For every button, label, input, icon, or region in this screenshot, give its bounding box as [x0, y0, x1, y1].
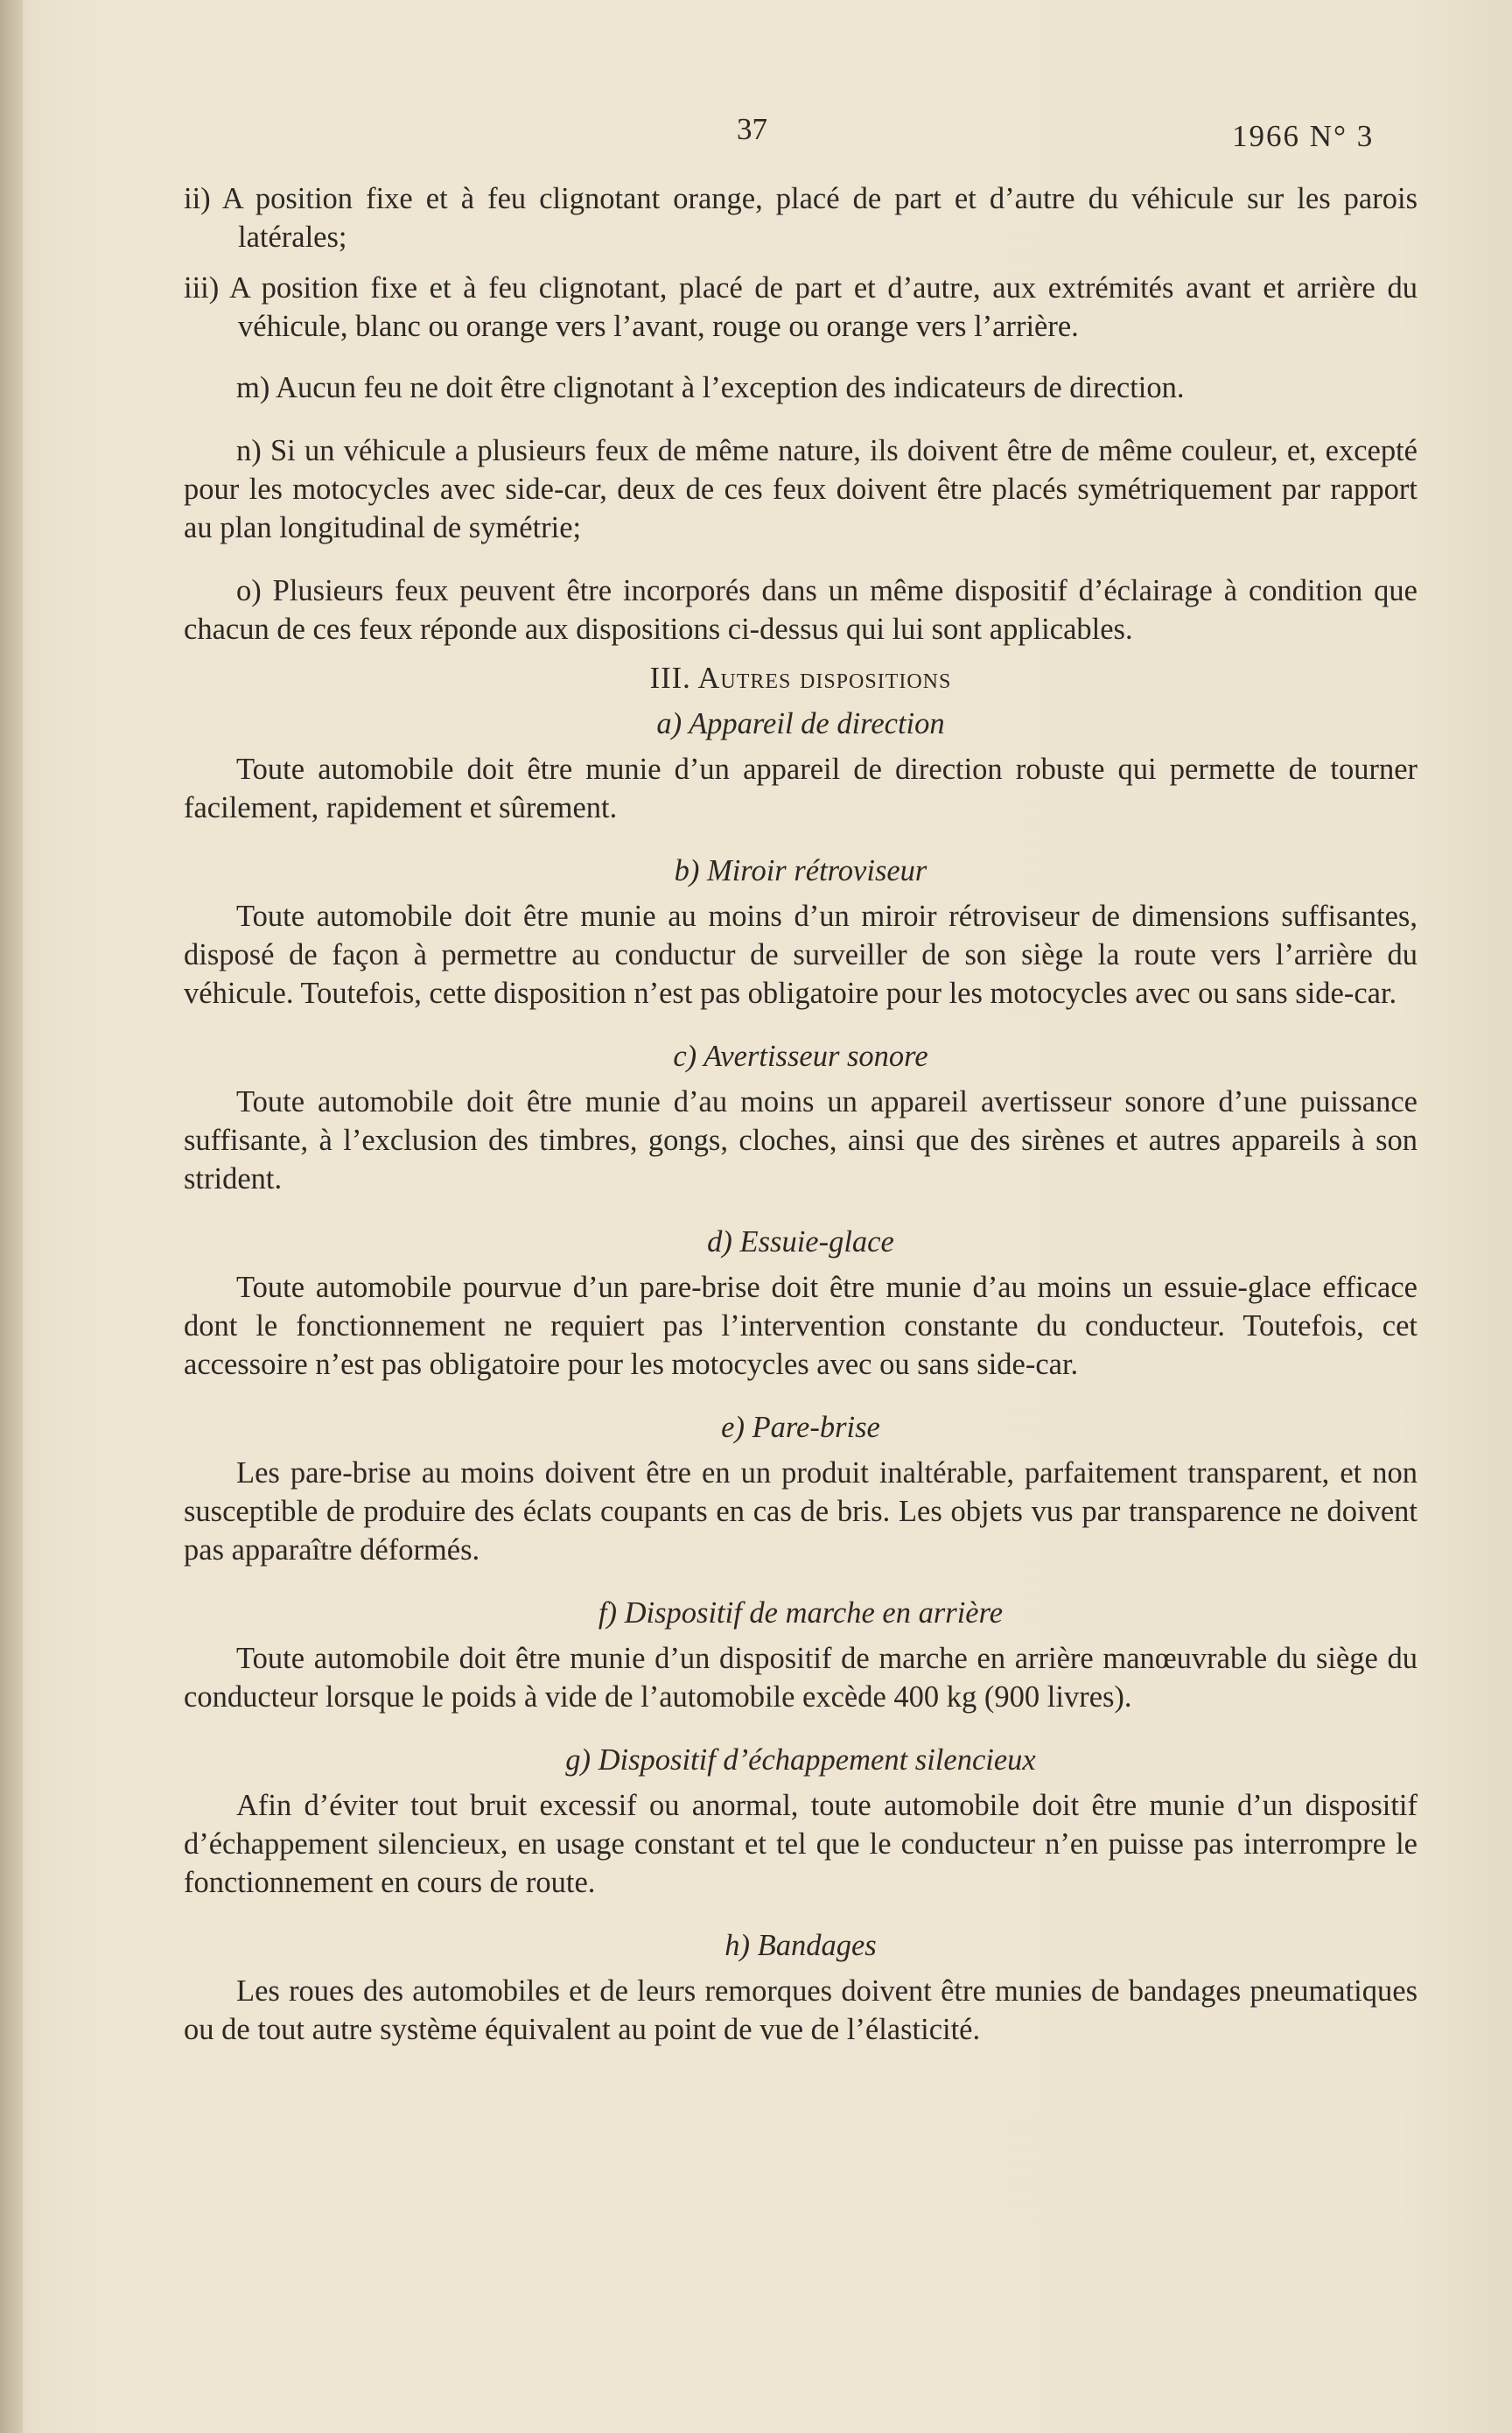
- subsection-text: Les pare-brise au moins doivent être en un produit inaltérable, parfaitement transparent, et non susceptible de produire des éclats coupants en cas de bris. Les objets vus par transparence ne doivent pas apparaître déformés.: [184, 1456, 1418, 1567]
- section-title: III. Autres dispositions: [649, 662, 952, 695]
- issue-number: 1966 N° 3: [1232, 119, 1375, 153]
- subsection-text: Les roues des automobiles et de leurs remorques doivent être munies de bandages pneumatiques ou de tout autre système équivalent au point de vue de l’élasticité.: [184, 1974, 1418, 2046]
- subsection-heading: d) Essuie-glace: [707, 1225, 894, 1259]
- page-header: [0, 112, 1512, 156]
- list-item: ii) A position fixe et à feu clignotant orange, placé de part et d’autre du véhicule sur les parois latérales;: [184, 182, 1418, 254]
- subsection-text: Toute automobile pourvue d’un pare-brise doit être munie d’au moins un essuie-glace efficace dont le fonctionnement ne requiert pas l’intervention constante du conducteur. Toutefois, cet accessoire n’est pas obligatoire pour les motocycles avec ou sans side-car.: [184, 1271, 1418, 1381]
- page-number: 37: [737, 112, 767, 146]
- subsection-heading: e) Pare-brise: [721, 1411, 880, 1444]
- subsection-heading: f) Dispositif de marche en arrière: [598, 1596, 1004, 1630]
- subsection-heading: b) Miroir rétroviseur: [674, 854, 928, 887]
- subsection-text: Toute automobile doit être munie d’un dispositif de marche en arrière manœuvrable du siège du conducteur lorsque le poids à vide de l’automobile excède 400 kg (900 livres).: [184, 1642, 1418, 1714]
- paragraph: o) Plusieurs feux peuvent être incorporés dans un même dispositif d’éclairage à condition que chacun de ces feux réponde aux dispositions ci-dessus qui lui sont applicables.: [184, 574, 1418, 646]
- paragraph: n) Si un véhicule a plusieurs feux de même nature, ils doivent être de même couleur, et, excepté pour les motocycles avec side-car, deux de ces feux doivent être placés symétriquement par rapport au plan longitudinal de symétrie;: [184, 434, 1418, 544]
- subsection-heading: h) Bandages: [724, 1929, 877, 1962]
- subsection-text: Toute automobile doit être munie d’un appareil de direction robuste qui permette de tourner facilement, rapidement et sûrement.: [184, 753, 1418, 824]
- paragraph: m) Aucun feu ne doit être clignotant à l’exception des indicateurs de direction.: [236, 371, 1185, 404]
- subsection-heading: c) Avertisseur sonore: [673, 1040, 928, 1073]
- document-body: [184, 179, 1418, 2073]
- subsection-heading: a) Appareil de direction: [656, 707, 945, 740]
- subsection-text: Toute automobile doit être munie au moins d’un miroir rétroviseur de dimensions suffisantes, disposé de façon à permettre au conductur de surveiller de son siège la route vers l’arrière du véhicule. Toutefois, cette disposition n’est pas obligatoire pour les motocycles avec ou sans side-car.: [184, 900, 1418, 1010]
- subsection-heading: g) Dispositif d’échappement silencieux: [565, 1743, 1036, 1777]
- page-gutter: [0, 0, 23, 2433]
- subsection-text: Afin d’éviter tout bruit excessif ou anormal, toute automobile doit être munie d’un dispositif d’échappement silencieux, en usage constant et tel que le conducteur n’en puisse pas interrompre le fonctionnement en cours de route.: [184, 1789, 1418, 1899]
- list-item: iii) A position fixe et à feu clignotant, placé de part et d’autre, aux extrémités avant et arrière du véhicule, blanc ou orange vers l’avant, rouge ou orange vers l’arrière.: [184, 271, 1418, 343]
- subsection-text: Toute automobile doit être munie d’au moins un appareil avertisseur sonore d’une puissance suffisante, à l’exclusion des timbres, gongs, cloches, ainsi que des sirènes et autres appareils à son strident.: [184, 1085, 1418, 1195]
